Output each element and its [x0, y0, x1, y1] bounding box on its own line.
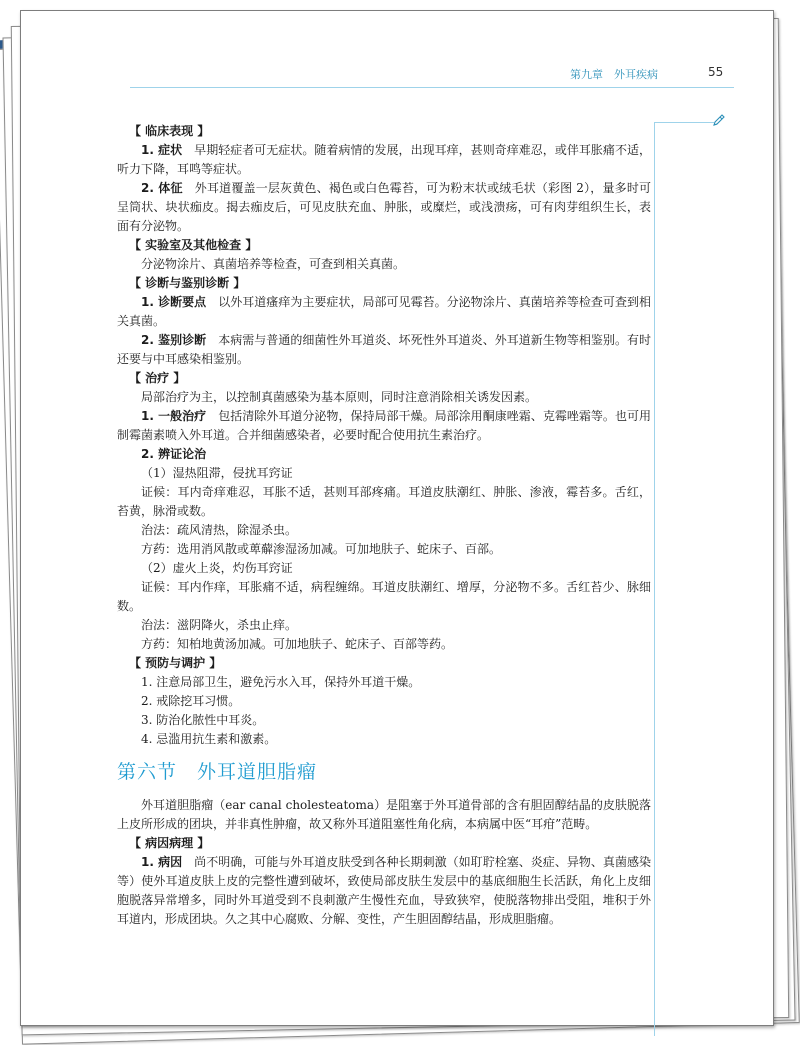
sign-text: 外耳道覆盖一层灰黄色、褐色或白色霉苔，可为粉末状或绒毛状（彩图 2），量多时可呈筒状、块状痂皮。揭去痂皮后，可见皮肤充血、肿胀，或糜烂，或浅溃疡，可有肉芽组织生长，表面有分泌物。: [117, 181, 651, 233]
differential-lead: 2. 鉴别诊断: [141, 333, 207, 347]
differential-text: 本病需与普通的细菌性外耳道炎、坏死性外耳道炎、外耳道新生物等相鉴别。有时还要与中耳感染相鉴别。: [117, 333, 651, 366]
diagnosis-lead: 1. 诊断要点: [141, 295, 207, 309]
pattern-2-formula: 方药：知柏地黄汤加减。可加地肤子、蛇床子、百部等药。: [141, 637, 454, 651]
tcm-lead: 2. 辨证论治: [141, 447, 207, 461]
heading-diagnosis: 【 诊断与鉴别诊断 】: [129, 276, 246, 290]
pattern-2-sign: 证候：耳内作痒，耳胀痛不适，病程缠绵。耳道皮肤潮红、增厚，分泌物不多。舌红苔少、脉细数。: [117, 580, 651, 613]
paragraph-sign: [117, 179, 651, 236]
general-text: 包括清除外耳道分泌物，保持局部干燥。局部涂用酮康唑霜、克霉唑霜等。也可用制霉菌素喷入外耳道。合并细菌感染者，必要时配合使用抗生素治疗。: [117, 409, 651, 442]
running-header: [0, 66, 800, 86]
prevention-item: 4. 忌滥用抗生素和激素。: [141, 732, 277, 746]
paragraph-diagnosis: [117, 293, 651, 331]
paragraph-cause: [117, 853, 651, 929]
symptom-lead: 1. 症状: [141, 143, 183, 157]
page-number: 55: [708, 65, 724, 79]
margin-rule-cap: [654, 122, 714, 123]
body-text: [117, 122, 651, 929]
paragraph-tcm: [117, 445, 651, 464]
heading-clinical: 【 临床表现 】: [129, 124, 210, 138]
pen-icon: [711, 112, 727, 128]
heading-treatment: 【 治疗 】: [129, 371, 186, 385]
paragraph-symptom: [117, 141, 651, 179]
section-title: 第六节 外耳道胆脂瘤: [117, 761, 318, 783]
margin-rule: [654, 122, 655, 1036]
diagnosis-text: 以外耳道瘙痒为主要症状，局部可见霉苔。分泌物涂片、真菌培养等检查可查到相关真菌。: [117, 295, 651, 328]
heading-prevention: 【 预防与调护 】: [129, 656, 222, 670]
paragraph-differential: [117, 331, 651, 369]
prevention-item: 2. 戒除挖耳习惯。: [141, 694, 241, 708]
cause-lead: 1. 病因: [141, 855, 183, 869]
chapter-title: 第九章 外耳疾病: [570, 68, 658, 81]
paragraph-treatment: 局部治疗为主，以控制真菌感染为基本原则，同时注意消除相关诱发因素。: [141, 390, 538, 404]
pattern-1-method: 治法：疏风清热，除湿杀虫。: [141, 523, 298, 537]
paragraph-intro: 外耳道胆脂瘤（ear canal cholesteatoma）是阻塞于外耳道骨部的含有胆固醇结晶的皮肤脱落上皮所形成的团块，并非真性肿瘤，故又称外耳道阻塞性角化病，本病属中医“耳疳”范畴。: [117, 798, 651, 831]
paragraph-lab: 分泌物涂片、真菌培养等检查，可查到相关真菌。: [141, 257, 406, 271]
heading-etiology: 【 病因病理 】: [129, 836, 210, 850]
pattern-2-title: （2）虚火上炎，灼伤耳窍证: [141, 561, 293, 575]
prevention-item: 3. 防治化脓性中耳炎。: [141, 713, 265, 727]
header-rule: [130, 87, 734, 88]
general-lead: 1. 一般治疗: [141, 409, 207, 423]
prevention-item: 1. 注意局部卫生，避免污水入耳，保持外耳道干燥。: [141, 675, 421, 689]
symptom-text: 早期轻症者可无症状。随着病情的发展，出现耳痒，甚则奇痒难忍，或伴耳胀痛不适，听力下降，耳鸣等症状。: [117, 143, 651, 176]
heading-lab: 【 实验室及其他检查 】: [129, 238, 258, 252]
pattern-1-sign: 证候：耳内奇痒难忍，耳胀不适，甚则耳部疼痛。耳道皮肤潮红、肿胀、渗液，霉苔多。舌红，苔黄，脉滑或数。: [117, 485, 651, 518]
paragraph-general-treatment: [117, 407, 651, 445]
sign-lead: 2. 体征: [141, 181, 183, 195]
cause-text: 尚不明确，可能与外耳道皮肤受到各种长期刺激（如耵聍栓塞、炎症、异物、真菌感染等）使外耳道皮肤上皮的完整性遭到破坏，致使局部皮肤生发层中的基底细胞生长活跃，角化上皮细胞脱落异常增多，同时外耳道受到不良刺激产生慢性充血，导致狭窄，使脱落物排出受阻，堆积于外耳道内，形成团块。久之其中心腐败、分解、变性，产生胆固醇结晶，形成胆脂瘤。: [117, 855, 651, 926]
pattern-1-formula: 方药：选用消风散或萆薢渗湿汤加减。可加地肤子、蛇床子、百部。: [141, 542, 502, 556]
pattern-1-title: （1）湿热阻滞，侵扰耳窍证: [141, 466, 293, 480]
pattern-2-method: 治法：滋阴降火，杀虫止痒。: [141, 618, 298, 632]
